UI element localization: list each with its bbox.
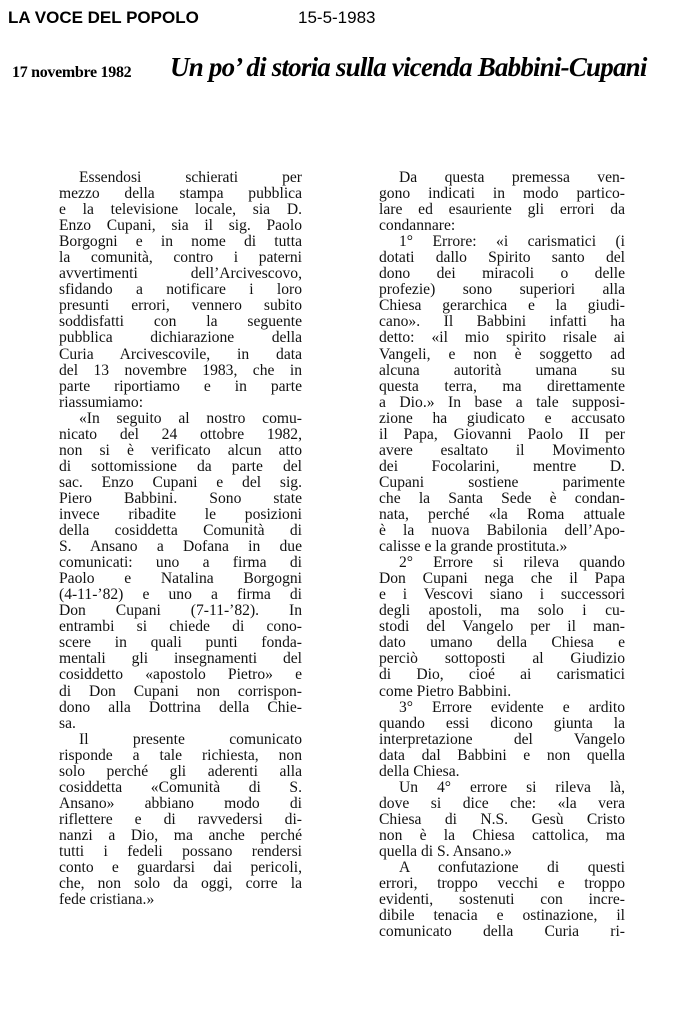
text-line: degli apostoli, ma solo i cu- xyxy=(379,602,625,620)
text-line: Ansano» abbiano modo di xyxy=(59,794,302,812)
text-line: che, non solo da oggi, corre la xyxy=(59,875,302,893)
text-line: di Don Cupani non corrispon- xyxy=(59,682,302,700)
text-line: Borgogni e in nome di tutta xyxy=(59,233,302,251)
text-line: soddisfatti con la seguente xyxy=(59,313,302,331)
text-line: Da questa premessa ven- xyxy=(399,169,625,186)
text-line: presunti errori, vennero subito xyxy=(59,297,302,315)
text-line: risponde a tale richiesta, non xyxy=(59,746,302,764)
text-line: che la Santa Sede è condan- xyxy=(379,489,625,507)
text-line: condannare: xyxy=(379,217,456,235)
text-line: cosiddetta «Comunità di S. xyxy=(59,778,302,796)
text-line: quando essi dicono giunta la xyxy=(379,714,625,732)
text-line: nanzi a Dio, ma anche perché xyxy=(59,826,302,844)
text-line: Il presente comunicato xyxy=(79,730,302,748)
article-dateline: 17 novembre 1982 xyxy=(12,64,132,81)
text-line: errori, troppo vecchi e troppo xyxy=(379,875,625,893)
article-column-left xyxy=(59,170,302,908)
text-line: entrambi si chiede di cono- xyxy=(59,618,302,636)
text-line: Enzo Cupani, sia il sig. Paolo xyxy=(59,217,302,235)
text-line: detto: «il mio spirito risale ai xyxy=(379,329,625,347)
text-line: quella di S. Ansano.» xyxy=(379,842,512,860)
text-line: il Papa, Giovanni Paolo II per xyxy=(379,425,625,443)
text-line: del 13 novembre 1983, che in xyxy=(59,361,302,379)
text-line: pubblica dichiarazione della xyxy=(59,329,302,347)
text-line: dibile tenacia e ostinazione, il xyxy=(379,907,625,925)
text-line: è la nuova Babilonia dell’Apo- xyxy=(379,522,625,540)
text-line: fede cristiana.» xyxy=(59,891,155,909)
text-line: dei Focolarini, mentre D. xyxy=(379,457,625,475)
text-line: parte riportiamo e in parte xyxy=(59,377,302,395)
text-line: alcuna autorità umana su xyxy=(379,361,625,379)
text-line: tutti i fedeli possano rendersi xyxy=(59,842,302,860)
text-line: profezie) sono superiori alla xyxy=(379,281,625,299)
text-line: nata, perché «la Roma attuale xyxy=(379,505,625,523)
text-line: perciò sottoposti al Giudizio xyxy=(379,650,625,668)
text-line: Piero Babbini. Sono state xyxy=(59,489,302,507)
text-line: Essendosi schierati per xyxy=(79,169,302,186)
text-line: avere esaltato il Movimento xyxy=(379,441,625,459)
text-line: Don Cupani nega che il Papa xyxy=(379,570,625,588)
text-line: dono alla Dottrina della Chie- xyxy=(59,698,302,716)
text-line: comunicati: uno a firma di xyxy=(59,554,302,572)
text-line: A confutazione di questi xyxy=(399,859,625,877)
text-line: della Chiesa. xyxy=(379,762,460,780)
text-line: la comunità, contro i paterni xyxy=(59,249,302,267)
text-line: della cosiddetta Comunità di xyxy=(59,522,302,540)
text-line: 3° Errore evidente e ardito xyxy=(399,698,625,716)
text-line: Vangeli, e non è soggetto ad xyxy=(379,345,625,363)
text-line: mentali gli insegnamenti del xyxy=(59,650,302,668)
text-line: cano». Il Babbini infatti ha xyxy=(379,313,625,331)
text-line: e la televisione locale, sia D. xyxy=(59,201,302,219)
publication-date: 15-5-1983 xyxy=(298,8,376,27)
text-line: stodi del Vangelo per il man- xyxy=(379,618,625,636)
text-line: sa. xyxy=(59,714,76,732)
text-line: non si è verificato alcun atto xyxy=(59,441,302,459)
text-line: dato umano della Chiesa e xyxy=(379,634,625,652)
text-line: di Dio, cioé ai carismatici xyxy=(379,666,625,684)
text-line: nicato del 24 ottobre 1982, xyxy=(59,425,302,443)
text-line: non è la Chiesa cattolica, ma xyxy=(379,826,625,844)
text-line: avvertimenti dell’Arcivescovo, xyxy=(59,265,302,283)
text-line: a Dio.» In base a tale supposi- xyxy=(379,393,625,411)
text-line: zione ha giudicato e accusato xyxy=(379,409,625,427)
article-title: Un po’ di storia sulla vicenda Babbini-Cupani xyxy=(170,52,647,82)
text-line: gono indicati in modo partico- xyxy=(379,185,625,203)
text-line: Cupani sostiene parimente xyxy=(379,473,625,491)
text-line: invece ribadite le posizioni xyxy=(59,505,302,523)
text-line: 1° Errore: «i carismatici (i xyxy=(399,233,625,251)
text-line: e i Vescovi siano i successori xyxy=(379,586,625,604)
text-line: (4-11-’82) e uno a firma di xyxy=(59,586,302,604)
text-line: Paolo e Natalina Borgogni xyxy=(59,570,302,588)
article-column-right xyxy=(379,170,625,940)
text-line: scere in quali punti fonda- xyxy=(59,634,302,652)
text-line: Chiesa di N.S. Gesù Cristo xyxy=(379,810,625,828)
text-line: interpretazione del Vangelo xyxy=(379,730,625,748)
text-line: sfidando a notificare i loro xyxy=(59,281,302,299)
text-line: riflettere e di ravvedersi di- xyxy=(59,810,302,828)
text-line: sac. Enzo Cupani e del sig. xyxy=(59,473,302,491)
text-line: dono dei miracoli o delle xyxy=(379,265,625,283)
text-line: dove si dice che: «la vera xyxy=(379,794,625,812)
text-line: Chiesa gerarchica e la giudi- xyxy=(379,297,625,315)
text-line: data dal Babbini e non quella xyxy=(379,746,625,764)
text-line: dotati dallo Spirito santo del xyxy=(379,249,625,267)
text-line: mezzo della stampa pubblica xyxy=(59,185,302,203)
text-line: cosiddetto «apostolo Pietro» e xyxy=(59,666,302,684)
text-line: questa terra, ma direttamente xyxy=(379,377,625,395)
text-line: conto e guardarsi dai pericoli, xyxy=(59,859,302,877)
text-line: Un 4° errore si rileva là, xyxy=(399,778,625,796)
text-line: evidenti, sostenuti con incre- xyxy=(379,891,625,909)
text-line: solo perché gli aderenti alla xyxy=(59,762,302,780)
text-line: 2° Errore si rileva quando xyxy=(399,554,625,572)
masthead: LA VOCE DEL POPOLO xyxy=(8,8,199,27)
text-line: S. Ansano a Dofana in due xyxy=(59,538,302,556)
text-line: Curia Arcivescovile, in data xyxy=(59,345,302,363)
text-line: lare ed esauriente gli errori da xyxy=(379,201,625,219)
text-line: di sottomissione da parte del xyxy=(59,457,302,475)
text-line: comunicato della Curia ri- xyxy=(379,923,625,941)
text-line: Don Cupani (7-11-’82). In xyxy=(59,602,302,620)
text-line: come Pietro Babbini. xyxy=(379,682,512,700)
text-line: calisse e la grande prostituta.» xyxy=(379,538,568,556)
text-line: riassumiamo: xyxy=(59,393,144,411)
text-line: «In seguito al nostro comu- xyxy=(79,409,302,427)
